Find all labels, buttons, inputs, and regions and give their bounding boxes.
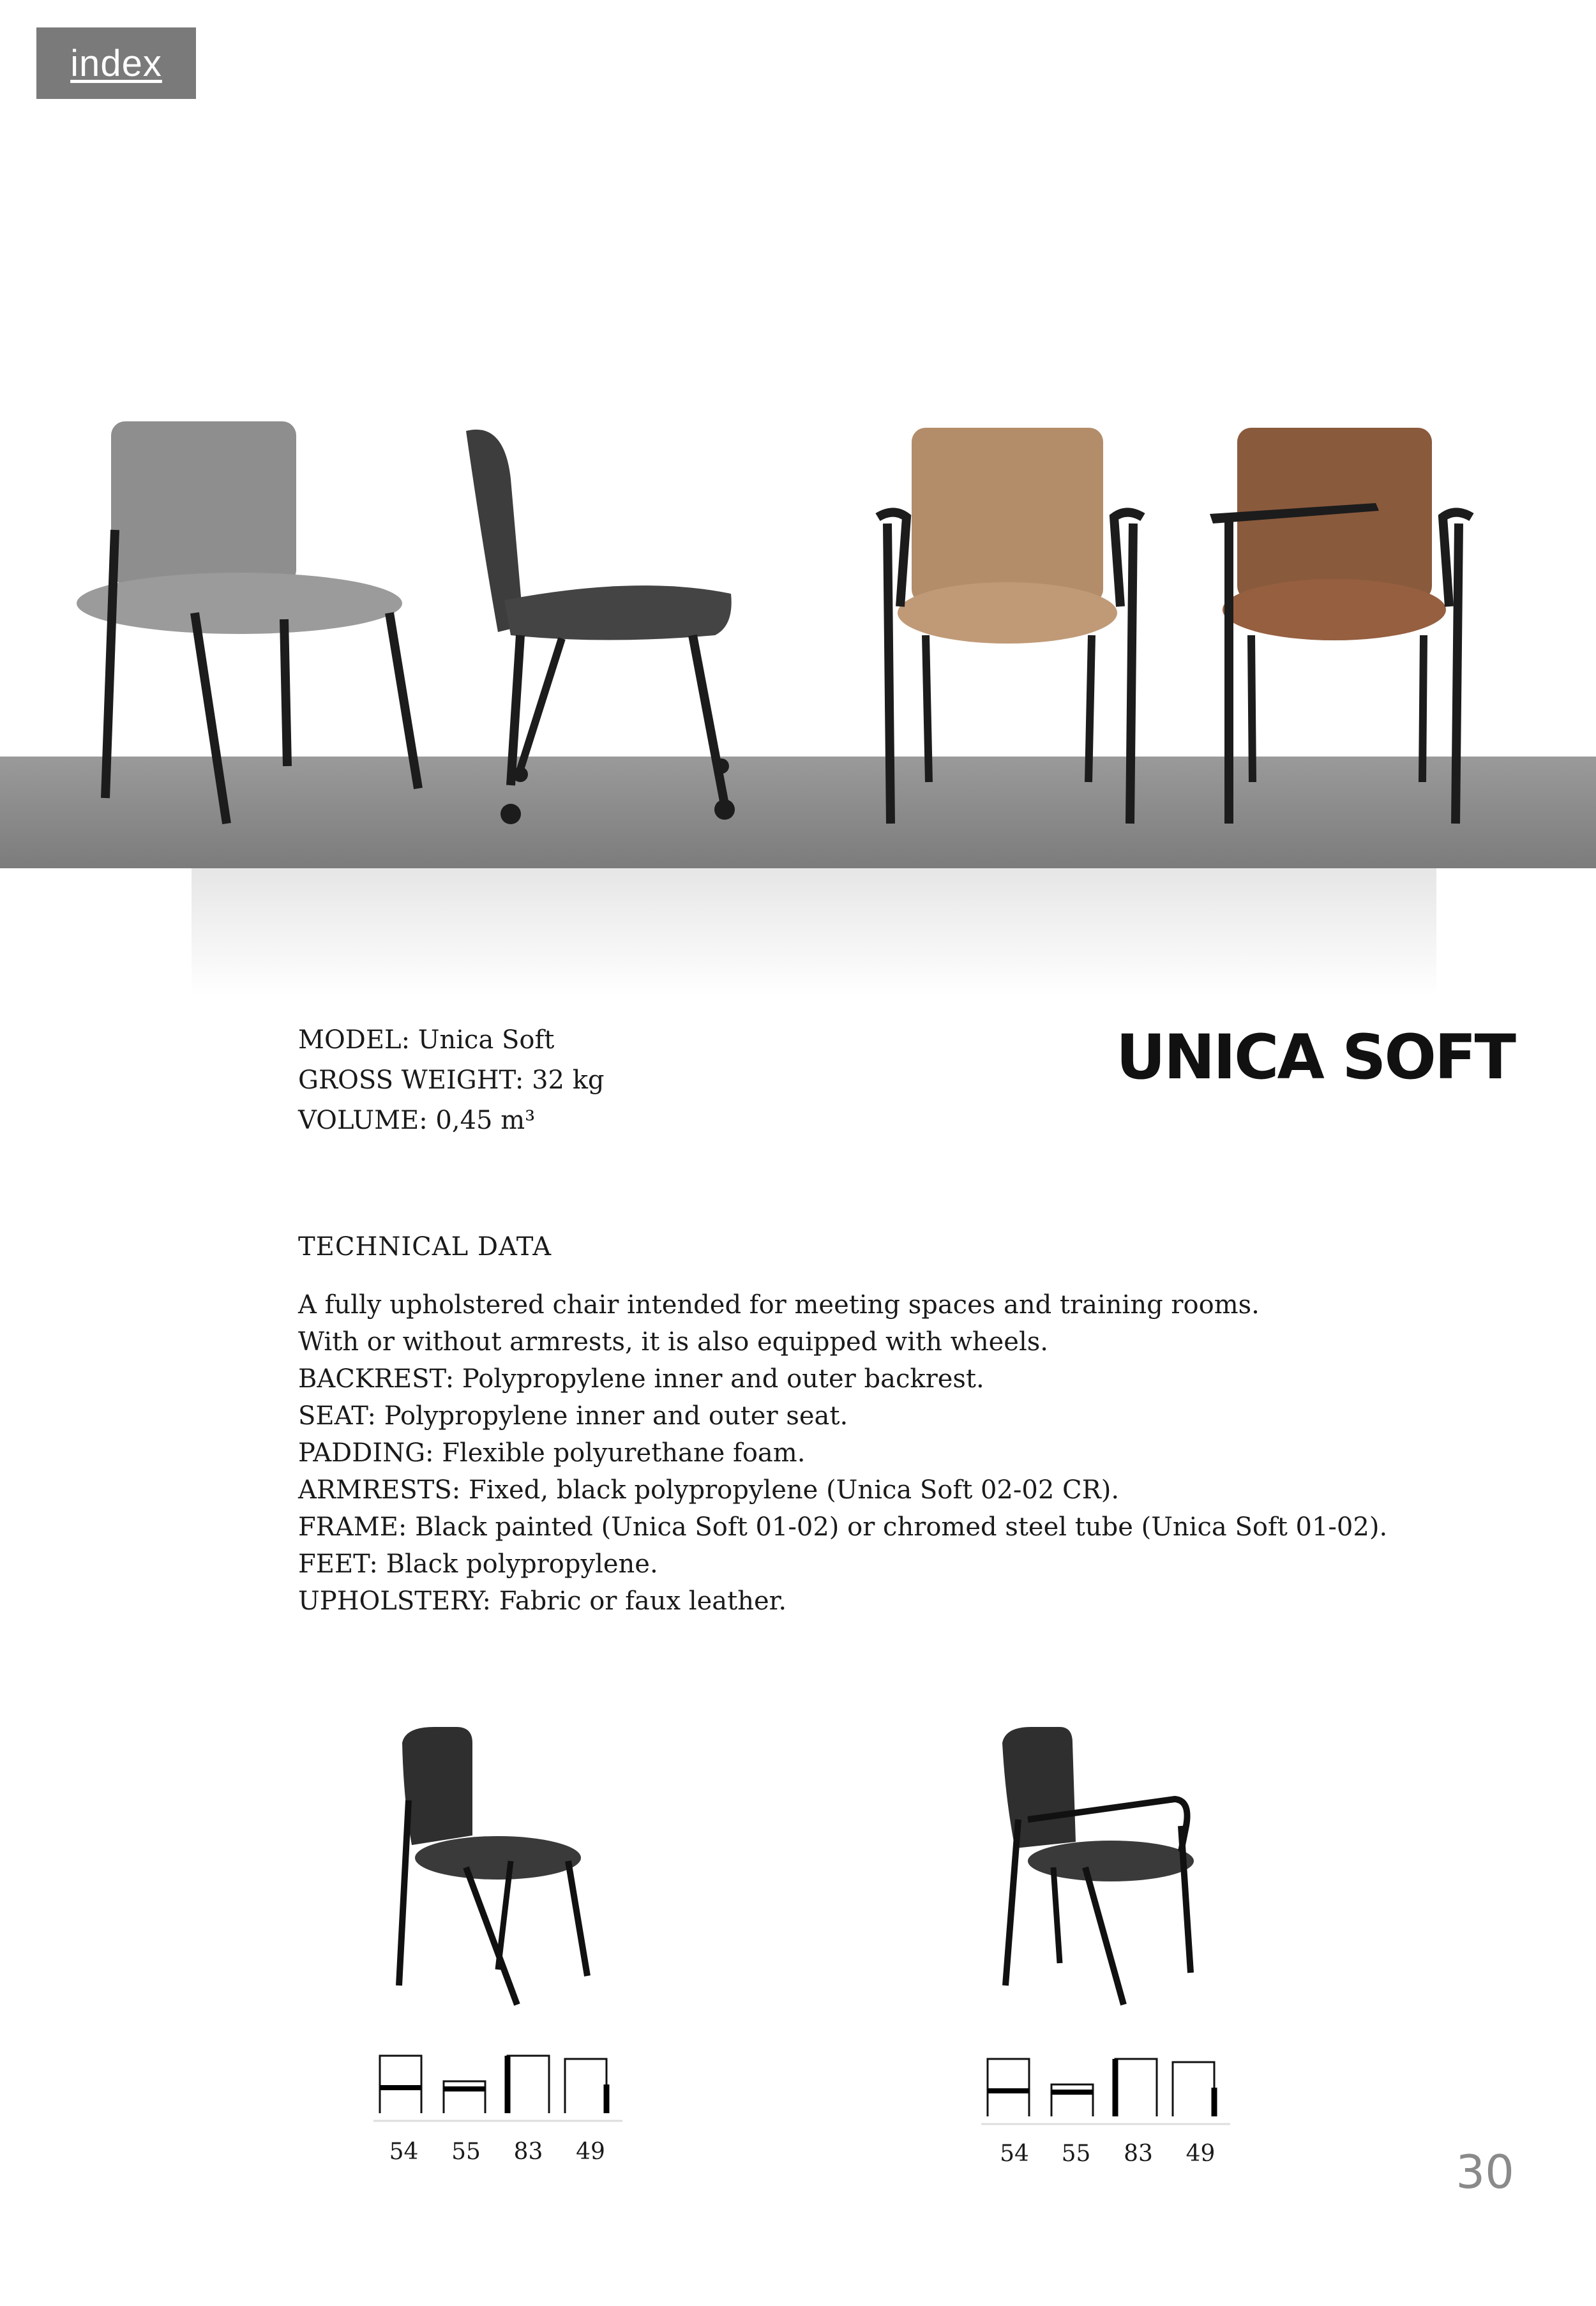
- meta-gross-weight: GROSS WEIGHT: 32 kg: [298, 1066, 605, 1095]
- dimension-value: 55: [451, 2139, 481, 2165]
- tech-line: With or without armrests, it is also equipped with wheels.: [298, 1327, 1048, 1357]
- tech-line: FEET: Black polypropylene.: [298, 1549, 658, 1579]
- tech-line: UPHOLSTERY: Fabric or faux leather.: [298, 1586, 787, 1616]
- page-number: 30: [1456, 2145, 1514, 2199]
- floor: [0, 757, 1596, 868]
- dimension-value: 83: [1124, 2141, 1153, 2167]
- dimension-icons-1: [373, 2049, 622, 2126]
- product-chair-with-armrests: [990, 1724, 1219, 2017]
- tech-line: FRAME: Black painted (Unica Soft 01-02) or chromed steel tube (Unica Soft 01-02).: [298, 1512, 1388, 1542]
- dimensions-1: [373, 2139, 622, 2165]
- meta-model: MODEL: Unica Soft: [298, 1025, 555, 1055]
- tech-line: ARMRESTS: Fixed, black polypropylene (Unica Soft 02-02 CR).: [298, 1475, 1120, 1505]
- tech-line: BACKREST: Polypropylene inner and outer backrest.: [298, 1364, 984, 1394]
- product-chair-no-armrests: [377, 1724, 606, 2017]
- product-title: UNICA SOFT: [1116, 1021, 1514, 1093]
- dimension-value: 49: [1186, 2141, 1216, 2167]
- dimensions-2: [983, 2141, 1231, 2167]
- floor-reflection: [192, 868, 1436, 996]
- meta-volume: VOLUME: 0,45 m³: [298, 1106, 536, 1135]
- hero-chairs-photo: [0, 383, 1596, 1021]
- index-button[interactable]: index: [36, 27, 196, 99]
- dimension-value: 54: [389, 2139, 419, 2165]
- dimension-value: 49: [576, 2139, 605, 2165]
- technical-data-heading: TECHNICAL DATA: [298, 1232, 552, 1262]
- tech-line: PADDING: Flexible polyurethane foam.: [298, 1438, 806, 1468]
- dimension-value: 83: [513, 2139, 543, 2165]
- product-meta: [298, 1020, 605, 1141]
- dimension-value: 54: [1000, 2141, 1029, 2167]
- tech-line: A fully upholstered chair intended for meeting spaces and training rooms.: [298, 1290, 1260, 1320]
- dimension-value: 55: [1061, 2141, 1091, 2167]
- tech-line: SEAT: Polypropylene inner and outer seat.: [298, 1401, 848, 1431]
- dimension-icons-2: [981, 2053, 1230, 2129]
- technical-data-text: [298, 1286, 1387, 1620]
